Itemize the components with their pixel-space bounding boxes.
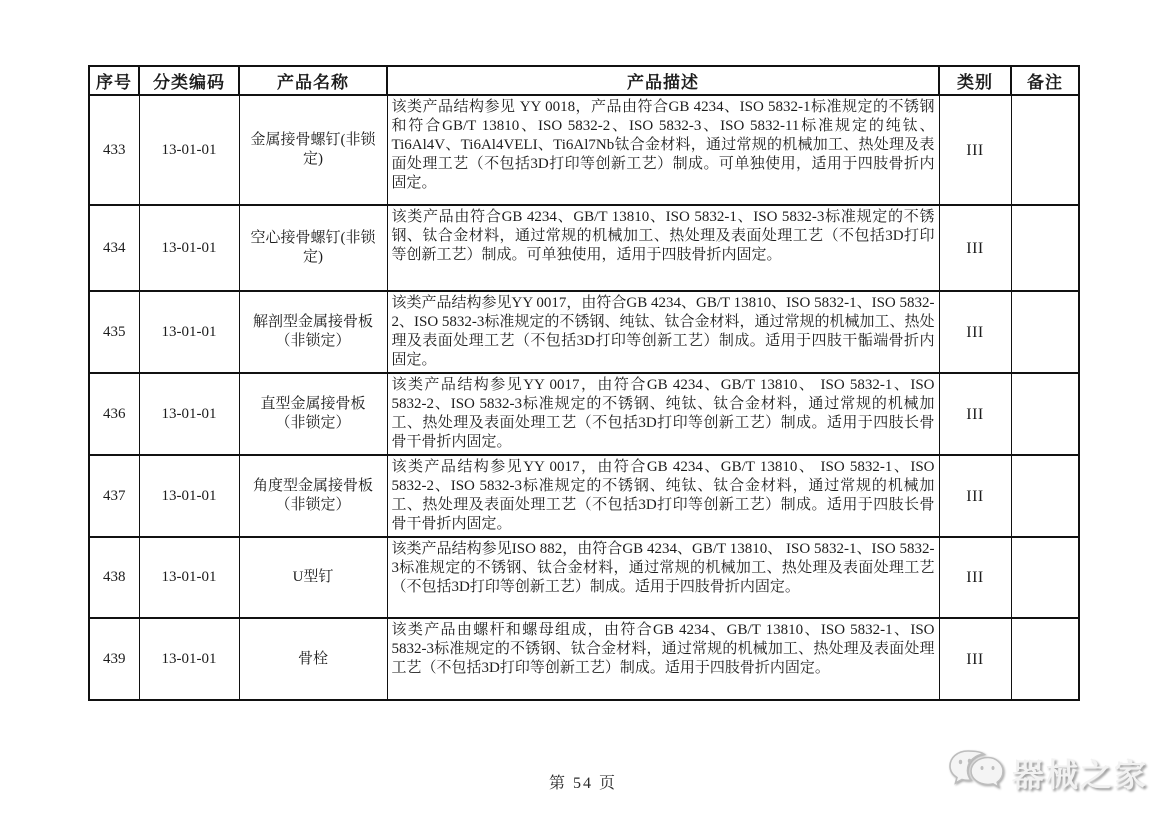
cell-product-name: 金属接骨螺钉(非锁定) — [239, 95, 387, 205]
cell-serial: 434 — [89, 205, 139, 291]
cell-code: 13-01-01 — [139, 205, 239, 291]
cell-category: III — [939, 95, 1011, 205]
cell-category: III — [939, 618, 1011, 700]
cell-code: 13-01-01 — [139, 291, 239, 373]
cell-description: 该类产品由螺杆和螺母组成，由符合GB 4234、GB/T 13810、ISO 5832-1、ISO 5832-3标准规定的不锈钢、钛合金材料，通过常规的机械加工、热处理及表面处理工艺（不包括3D打印等创新工艺）制成。适用于四肢骨折内固定。 — [387, 618, 939, 700]
cell-serial: 437 — [89, 455, 139, 537]
cell-product-name: 直型金属接骨板（非锁定） — [239, 373, 387, 455]
cell-product-name: 空心接骨螺钉(非锁定) — [239, 205, 387, 291]
cell-description: 该类产品结构参见 YY 0018，产品由符合GB 4234、ISO 5832-1标准规定的不锈钢和符合GB/T 13810、ISO 5832-2、ISO 5832-3、ISO 5832-11标准规定的纯钛、Ti6Al4V、Ti6Al4VELI、Ti6Al7Nb钛合金材料，通过常规的机械加工、热处理及表面处理工艺（不包括3D打印等创新工艺）制成。可单独使用，适用于四肢骨折内固定。 — [387, 95, 939, 205]
table-row — [89, 205, 1079, 291]
table-row — [89, 455, 1079, 537]
cell-category: III — [939, 291, 1011, 373]
cell-product-name: U型钉 — [239, 537, 387, 618]
cell-serial: 435 — [89, 291, 139, 373]
cell-description: 该类产品结构参见YY 0017，由符合GB 4234、GB/T 13810、ISO 5832-1、ISO 5832-2、ISO 5832-3标准规定的不锈钢、纯钛、钛合金材料，通过常规的机械加工、热处理及表面处理工艺（不包括3D打印等创新工艺）制成。适用于四肢干骺端骨折内固定。 — [387, 291, 939, 373]
table-row — [89, 618, 1079, 700]
cell-category: III — [939, 205, 1011, 291]
cell-remark — [1011, 373, 1079, 455]
table-row — [89, 373, 1079, 455]
brand-name: 器械之家 — [1012, 756, 1149, 793]
chat-bubbles-icon — [948, 748, 1006, 797]
cell-code: 13-01-01 — [139, 537, 239, 618]
cell-serial: 436 — [89, 373, 139, 455]
cell-description: 该类产品结构参见YY 0017，由符合GB 4234、GB/T 13810、 ISO 5832-1、ISO 5832-2、ISO 5832-3标准规定的不锈钢、纯钛、钛合金材料，通过常规的机械加工、热处理及表面处理工艺（不包括3D打印等创新工艺）制成。适用于四肢长骨骨干骨折内固定。 — [387, 455, 939, 537]
cell-description: 该类产品结构参见ISO 882，由符合GB 4234、GB/T 13810、 ISO 5832-1、ISO 5832-3标准规定的不锈钢、钛合金材料，通过常规的机械加工、热处理及表面处理工艺（不包括3D打印等创新工艺）制成。适用于四肢骨折内固定。 — [387, 537, 939, 618]
cell-category: III — [939, 537, 1011, 618]
cell-description: 该类产品由符合GB 4234、GB/T 13810、ISO 5832-1、ISO 5832-3标准规定的不锈钢、钛合金材料，通过常规的机械加工、热处理及表面处理工艺（不包括3D打印等创新工艺）制成。可单独使用，适用于四肢骨折内固定。 — [387, 205, 939, 291]
cell-code: 13-01-01 — [139, 618, 239, 700]
cell-remark — [1011, 95, 1079, 205]
cell-category: III — [939, 455, 1011, 537]
classification-table — [88, 65, 1080, 701]
cell-remark — [1011, 205, 1079, 291]
cell-description: 该类产品结构参见YY 0017，由符合GB 4234、GB/T 13810、 ISO 5832-1、ISO 5832-2、ISO 5832-3标准规定的不锈钢、纯钛、钛合金材料，通过常规的机械加工、热处理及表面处理工艺（不包括3D打印等创新工艺）制成。适用于四肢长骨骨干骨折内固定。 — [387, 373, 939, 455]
cell-code: 13-01-01 — [139, 455, 239, 537]
header-description: 产品描述 — [387, 66, 939, 95]
page-number: 第 54 页 — [548, 775, 617, 792]
cell-remark — [1011, 455, 1079, 537]
cell-product-name: 解剖型金属接骨板（非锁定） — [239, 291, 387, 373]
header-category: 类别 — [939, 66, 1011, 95]
table-header-row — [89, 66, 1079, 95]
cell-product-name: 角度型金属接骨板（非锁定） — [239, 455, 387, 537]
cell-serial: 433 — [89, 95, 139, 205]
brand-watermark — [948, 748, 1148, 797]
cell-category: III — [939, 373, 1011, 455]
cell-code: 13-01-01 — [139, 373, 239, 455]
cell-code: 13-01-01 — [139, 95, 239, 205]
header-code: 分类编码 — [139, 66, 239, 95]
header-remark: 备注 — [1011, 66, 1079, 95]
table-row — [89, 291, 1079, 373]
cell-product-name: 骨栓 — [239, 618, 387, 700]
cell-remark — [1011, 291, 1079, 373]
table-row — [89, 537, 1079, 618]
cell-serial: 439 — [89, 618, 139, 700]
header-serial: 序号 — [89, 66, 139, 95]
cell-remark — [1011, 618, 1079, 700]
cell-remark — [1011, 537, 1079, 618]
cell-serial: 438 — [89, 537, 139, 618]
header-product-name: 产品名称 — [239, 66, 387, 95]
table-row — [89, 95, 1079, 205]
